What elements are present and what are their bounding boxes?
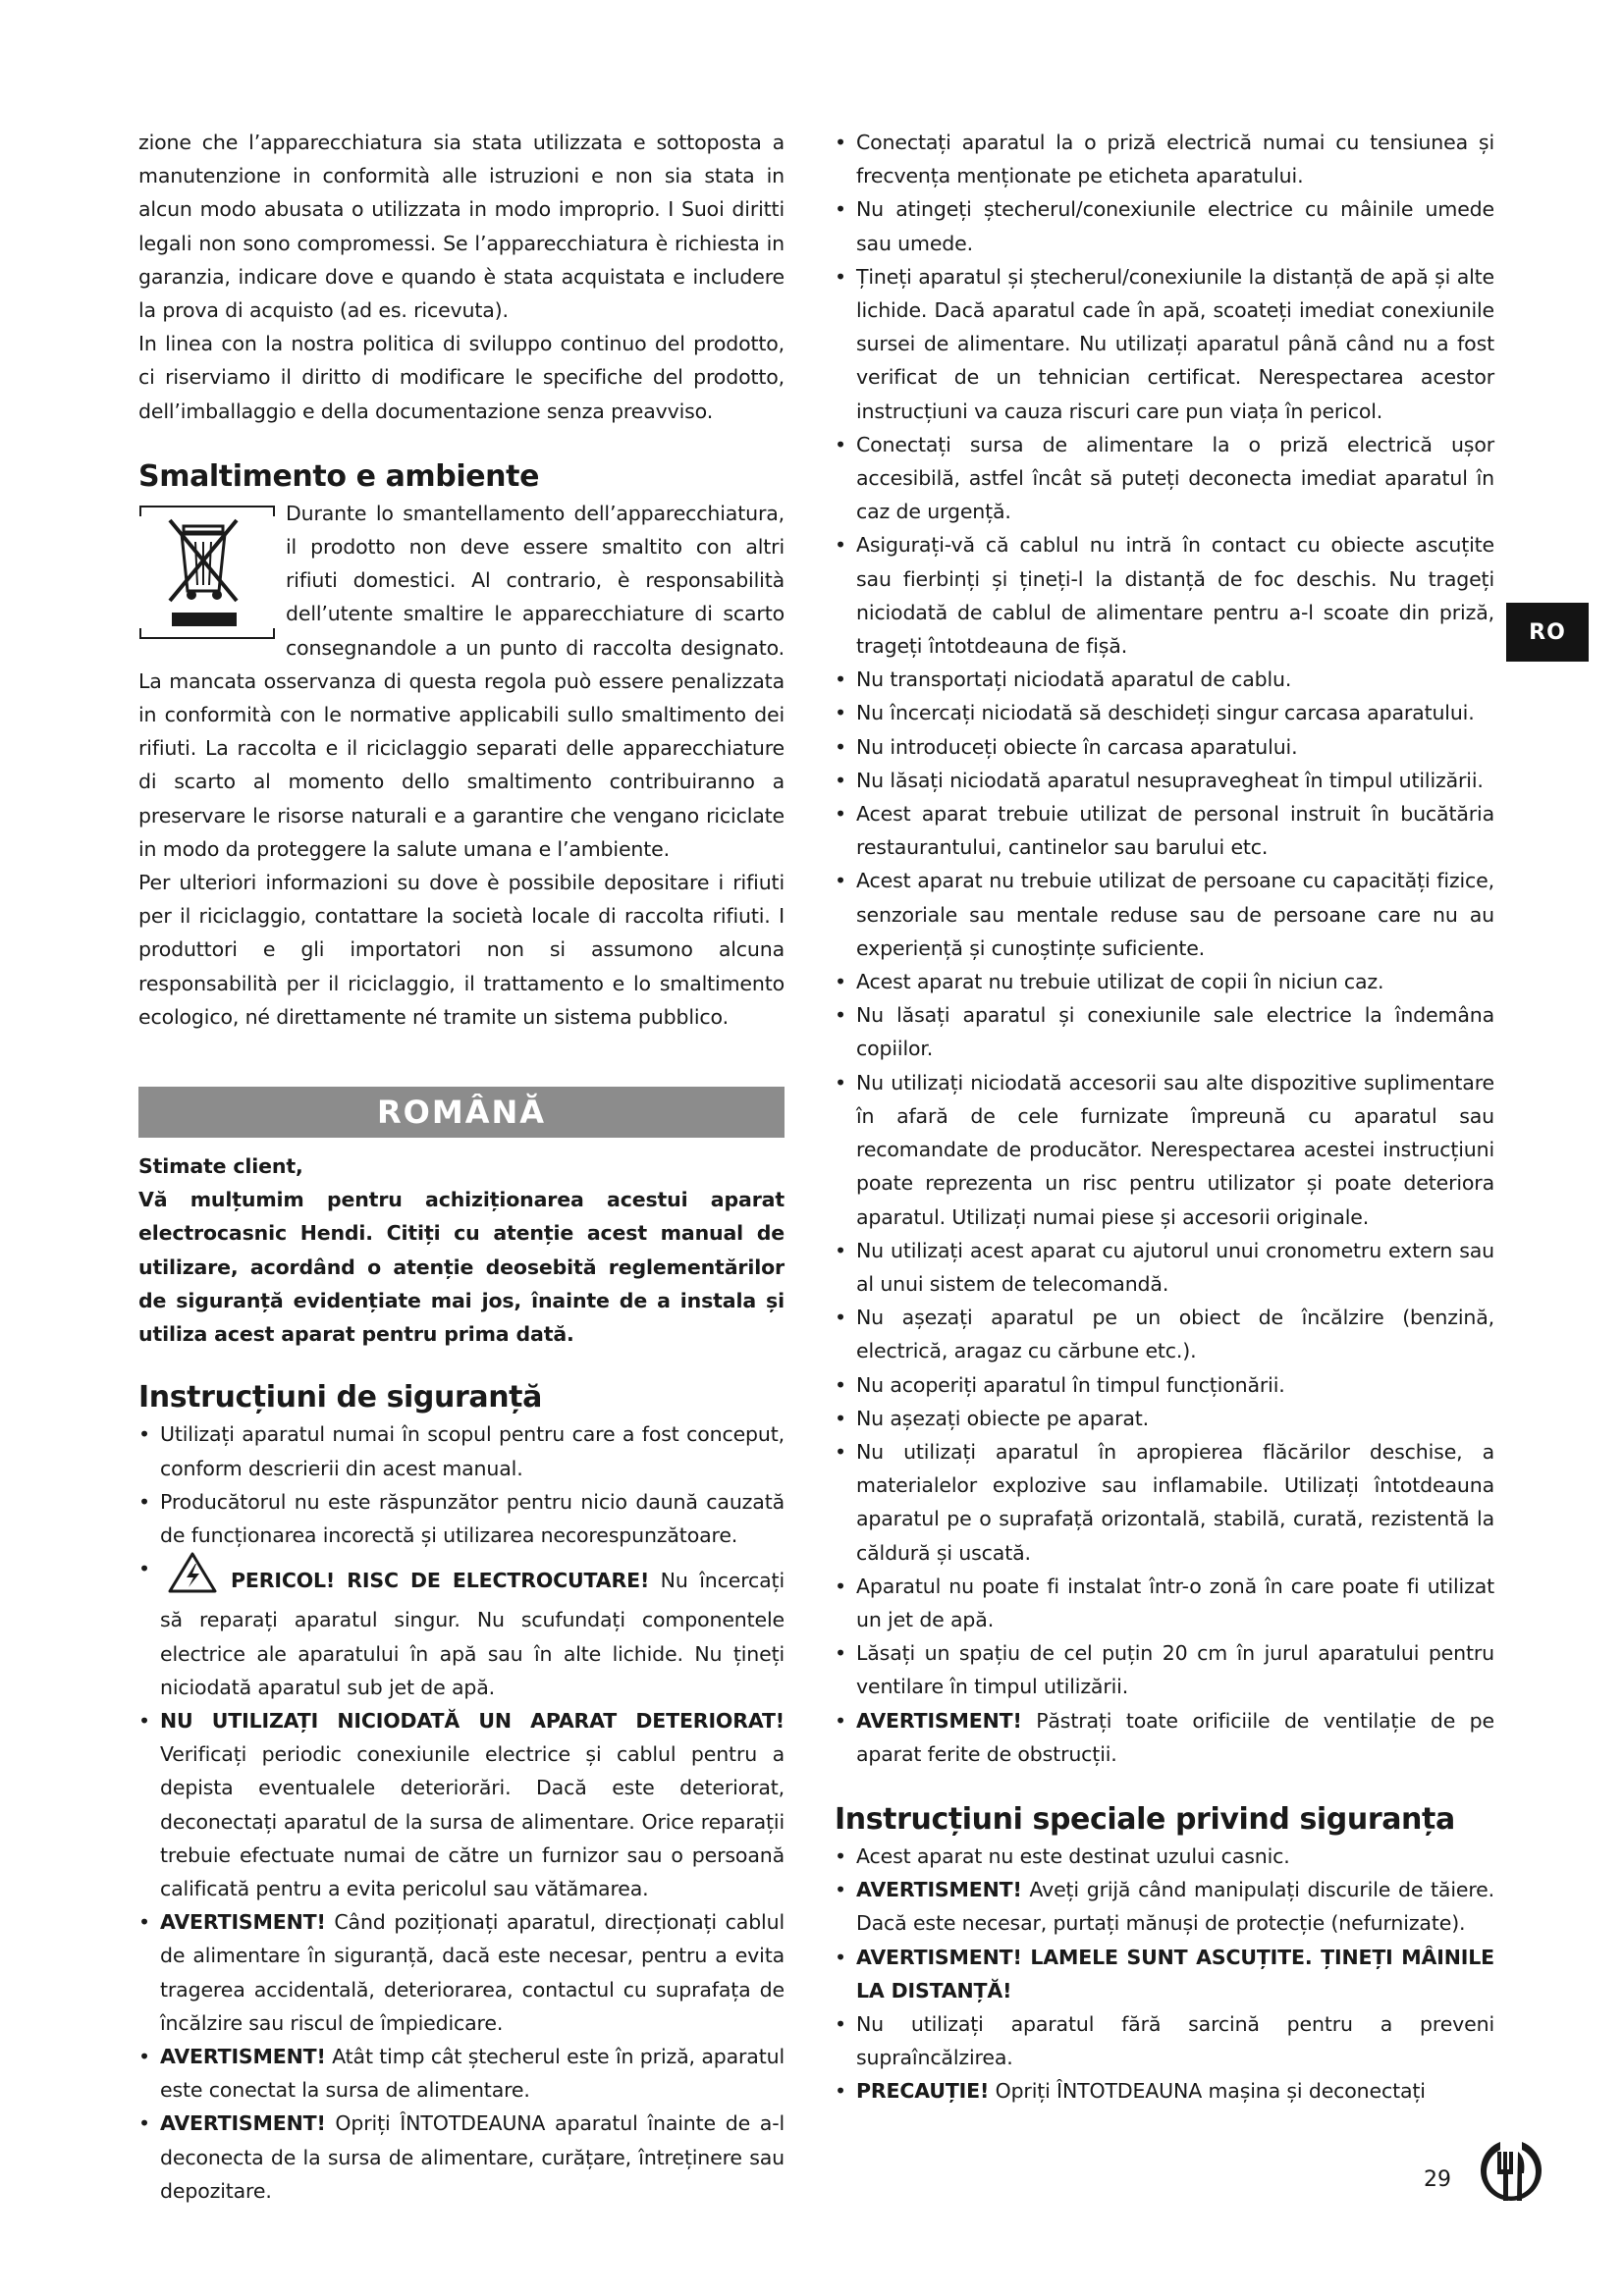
list-item: • AVERTISMENT! Aveți grijă când manipulați discurile de tăiere. Dacă este necesar, purtați mănuși de protecție (nefurnizate).: [835, 1873, 1494, 1940]
special-safety-heading: Instrucțiuni speciale privind siguranța: [835, 1801, 1455, 1837]
list-item: • Acest aparat trebuie utilizat de personal instruit în bucătăria restaurantului, cantinelor sau barului etc.: [835, 797, 1494, 864]
list-item: • Acest aparat nu este destinat uzului casnic.: [835, 1840, 1494, 1873]
list-item: • Acest aparat nu trebuie utilizat de copii în niciun caz.: [835, 965, 1494, 998]
list-item: • Nu utilizați acest aparat cu ajutorul unui cronometru extern sau al unui sistem de telecomandă.: [835, 1234, 1494, 1301]
list-item: • Nu lăsați aparatul și conexiunile sale electrice la îndemâna copiilor.: [835, 998, 1494, 1065]
disposal-section: [138, 497, 785, 866]
safety-heading: Instrucțiuni de siguranță: [138, 1380, 542, 1415]
list-item: • Nu utilizați aparatul în apropierea flăcărilor deschise, a materialelor explozive sau inflamabile. Utilizați întotdeauna aparatul pe o suprafață orizontală, stabilă, curată, rezistentă la căldură și uscată.: [835, 1435, 1494, 1570]
list-item: • Nu așezați aparatul pe un obiect de încălzire (benzină, electrică, aragaz cu cărbune etc.).: [835, 1301, 1494, 1367]
intro-section: [138, 1149, 785, 1351]
list-item: • AVERTISMENT! Opriți ÎNTOTDEAUNA aparatul înainte de a-l deconecta de la sursa de alimentare, curățare, întreținere sau depozitare.: [138, 2107, 785, 2208]
warranty-paragraph: zione che l’apparecchiatura sia stata utilizzata e sottoposta a manutenzione in conformità alle istruzioni e non sia stata in alcun modo abusata o utilizzata in modo improprio. I Suoi diritti legali non sono compromessi. Se l’apparecchiatura è richiesta in garanzia, indicare dove e quando è stata acquistata e includere la prova di acquisto (ad es. ricevuta).: [138, 131, 785, 323]
list-item: • Nu utilizați aparatul fără sarcină pentru a preveni supraîncălzirea.: [835, 2007, 1494, 2074]
safety-list-right: [835, 126, 1494, 1771]
list-item-danger: • PERICOL! RISC DE ELECTROCUTARE! Nu încercați să reparați aparatul singur. Nu scufundați componentele electrice ale aparatului în apă sau în alte lichide. Nu țineți niciodată aparatul sub jet de apă.: [138, 1552, 785, 1704]
crossed-out-bin-icon: [138, 505, 276, 642]
disposal-paragraph: Durante lo smantellamento dell’apparecchiatura, il prodotto non deve essere smaltito con altri rifiuti domestici. Al contrario, è responsabilità dell’utente smaltire le apparecchiature di scarto consegnandole a un punto di raccolta designato. La mancata osservanza di questa regola può essere penalizzata in conformità con le normative applicabili sullo smaltimento dei rifiuti. La raccolta e il riciclaggio separati delle apparecchiature di scarto al momento dello smaltimento contribuiranno a preservare le risorse naturali e a garantire che vengano riciclate in modo da proteggere la salute umana e l’ambiente.: [138, 501, 785, 861]
list-item: • Conectați sursa de alimentare la o priză electrică ușor accesibilă, astfel încât să puteți deconecta imediat aparatul în caz de urgență.: [835, 428, 1494, 529]
recycling-paragraph: Per ulteriori informazioni su dove è possibile depositare i rifiuti per il riciclaggio, contattare la società locale di raccolta rifiuti. I produttori e gli importatori non si assumono alcuna responsabilità per il riciclaggio, il trattamento e lo smaltimento ecologico, né direttamente né tramite un sistema pubblico.: [138, 871, 785, 1029]
hendi-cutlery-logo-icon: [1481, 2140, 1542, 2209]
list-item: • Nu acoperiți aparatul în timpul funcționării.: [835, 1368, 1494, 1402]
list-item: • AVERTISMENT! Atât timp cât ștecherul este în priză, aparatul este conectat la sursa de alimentare.: [138, 2040, 785, 2107]
list-item: • Nu utilizați niciodată accesorii sau alte dispozitive suplimentare în afară de cele furnizate împreună cu aparatul sau recomandate de producător. Nerespectarea acestei instrucțiuni poate reprezenta un risc pentru utilizator și poate deteriora aparatul. Utilizați numai piese și accesorii originale.: [835, 1066, 1494, 1234]
list-item: • Utilizați aparatul numai în scopul pentru care a fost conceput, conform descrierii din acest manual.: [138, 1417, 785, 1484]
disposal-heading: Smaltimento e ambiente: [138, 458, 540, 494]
page-number: 29: [1424, 2167, 1451, 2192]
list-item: • NU UTILIZAȚI NICIODATĂ UN APARAT DETERIORAT! Verificați periodic conexiunile electrice și cablul pentru a depista eventualele deteriorări. Dacă este deteriorat, deconectați aparatul de la sursa de alimentare. Orice reparații trebuie efectuate numai de către un furnizor sau o persoană calificată pentru a evita pericolul sau vătămarea.: [138, 1704, 785, 1905]
list-item: • AVERTISMENT! LAMELE SUNT ASCUȚITE. ȚINEȚI MÂINILE LA DISTANȚĂ!: [835, 1941, 1494, 2007]
list-item: • AVERTISMENT! Când poziționați aparatul, direcționați cablul de alimentare în siguranță, dacă este necesar, pentru a evita tragerea accidentală, deteriorarea, contactul cu suprafața de încălzire sau riscul de împiedicare.: [138, 1905, 785, 2040]
list-item: • Nu așezați obiecte pe aparat.: [835, 1402, 1494, 1435]
list-item: • Lăsați un spațiu de cel puțin 20 cm în jurul aparatului pentru ventilare în timpul utilizării.: [835, 1636, 1494, 1703]
list-item: • Nu atingeți ștecherul/conexiunile electrice cu mâinile umede sau umede.: [835, 192, 1494, 259]
language-tab: RO: [1506, 603, 1589, 662]
list-item: • Nu lăsați niciodată aparatul nesupravegheat în timpul utilizării.: [835, 764, 1494, 797]
special-safety-list: [835, 1840, 1494, 2109]
greeting: Stimate client,: [138, 1154, 303, 1179]
list-item: • PRECAUȚIE! Opriți ÎNTOTDEAUNA mașina și deconectați: [835, 2074, 1494, 2108]
safety-list-left: [138, 1417, 785, 2208]
intro-text: Vă mulțumim pentru achiziționarea acestui aparat electrocasnic Hendi. Citiți cu atenție acest manual de utilizare, acordând o atenție deosebită reglementărilor de siguranță evidențiate mai jos, înainte de a instala și utiliza acest aparat pentru prima dată.: [138, 1188, 785, 1347]
list-item: • Producătorul nu este răspunzător pentru nicio daună cauzată de funcționarea incorectă și utilizarea necorespunzătoare.: [138, 1485, 785, 1552]
electric-warning-icon: [168, 1552, 217, 1603]
list-item: • AVERTISMENT! Păstrați toate orificiile de ventilație de pe aparat ferite de obstrucții.: [835, 1704, 1494, 1771]
list-item: • Conectați aparatul la o priză electrică numai cu tensiunea și frecvența menționate pe eticheta aparatului.: [835, 126, 1494, 192]
list-item: • Aparatul nu poate fi instalat într-o zonă în care poate fi utilizat un jet de apă.: [835, 1570, 1494, 1636]
list-item: • Nu încercați niciodată să deschideți singur carcasa aparatului.: [835, 696, 1494, 729]
list-item: • Nu transportați niciodată aparatul de cablu.: [835, 663, 1494, 696]
list-item: • Asigurați-vă că cablul nu intră în contact cu obiecte ascuțite sau fierbinți și țineți-l la distanță de foc deschis. Nu trageți niciodată de cablul de alimentare pentru a-l scoate din priză, trageți întotdeauna de fișă.: [835, 528, 1494, 663]
list-item: • Țineți aparatul și ștecherul/conexiunile la distanță de apă și alte lichide. Dacă aparatul cade în apă, scoateți imediat conexiunile sursei de alimentare. Nu utilizați aparatul până când nu a fost verificat de un tehnician certificat. Nerespectarea acestor instrucțiuni va cauza riscuri care pun viața în pericol.: [835, 260, 1494, 428]
list-item: • Acest aparat nu trebuie utilizat de persoane cu capacități fizice, senzoriale sau mentale reduse sau de persoane care nu au experiență și cunoștințe suficiente.: [835, 864, 1494, 965]
right-column: [835, 126, 1494, 2109]
list-item: • Nu introduceți obiecte în carcasa aparatului.: [835, 730, 1494, 764]
policy-paragraph: In linea con la nostra politica di sviluppo continuo del prodotto, ci riserviamo il diritto di modificare le specifiche del prodotto, dell’imballaggio e della documentazione senza preavviso.: [138, 332, 785, 423]
left-column: [138, 126, 785, 2208]
language-banner: ROMÂNĂ: [138, 1087, 785, 1138]
